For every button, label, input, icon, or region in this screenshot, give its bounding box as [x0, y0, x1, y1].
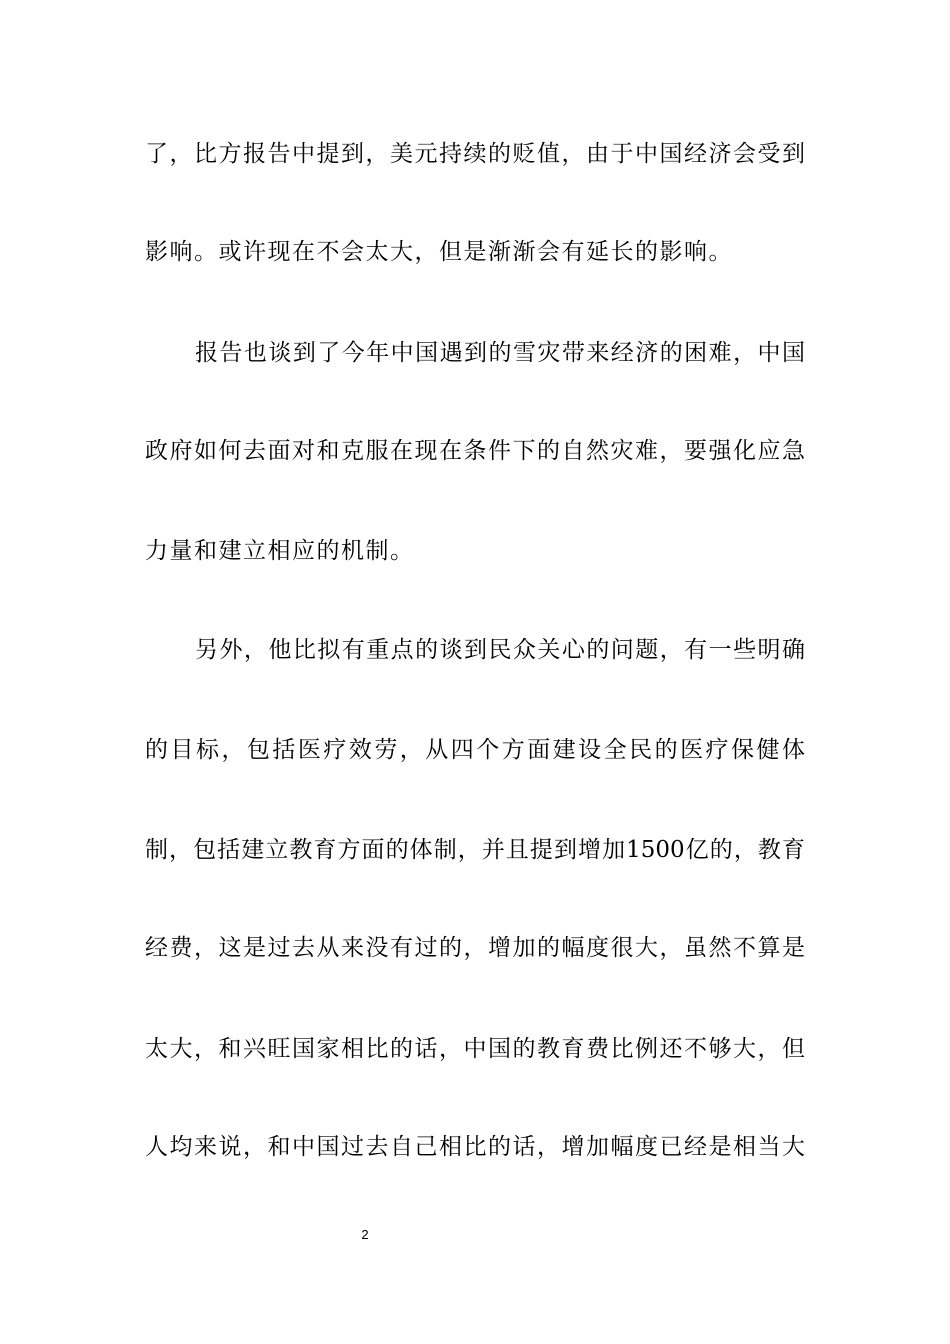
text-line: 经费，这是过去从来没有过的，增加的幅度很大，虽然不算是 — [145, 935, 805, 961]
text-line: 太大，和兴旺国家相比的话，中国的教育费比例还不够大，但 — [145, 1036, 805, 1062]
text-line: 力量和建立相应的机制。 — [145, 538, 415, 564]
paragraph-first-line: 另外，他比拟有重点的谈到民众关心的问题，有一些明确 — [195, 637, 805, 663]
text-line: 影响。或许现在不会太大，但是渐渐会有延长的影响。 — [145, 239, 733, 265]
paragraph-first-line: 报告也谈到了今年中国遇到的雪灾带来经济的困难，中国 — [195, 340, 805, 366]
text-line: 政府如何去面对和克服在现在条件下的自然灾难，要强化应急 — [145, 438, 805, 464]
text-line: 的目标，包括医疗效劳，从四个方面建设全民的医疗保健体 — [145, 737, 805, 763]
page-number: 2 — [361, 1227, 369, 1242]
text-line: 人均来说，和中国过去自己相比的话，增加幅度已经是相当大 — [145, 1134, 805, 1160]
text-line: 制，包括建立教育方面的体制，并且提到增加1500亿的，教育 — [145, 837, 805, 863]
text-line: 了，比方报告中提到，美元持续的贬值，由于中国经济会受到 — [145, 141, 805, 167]
